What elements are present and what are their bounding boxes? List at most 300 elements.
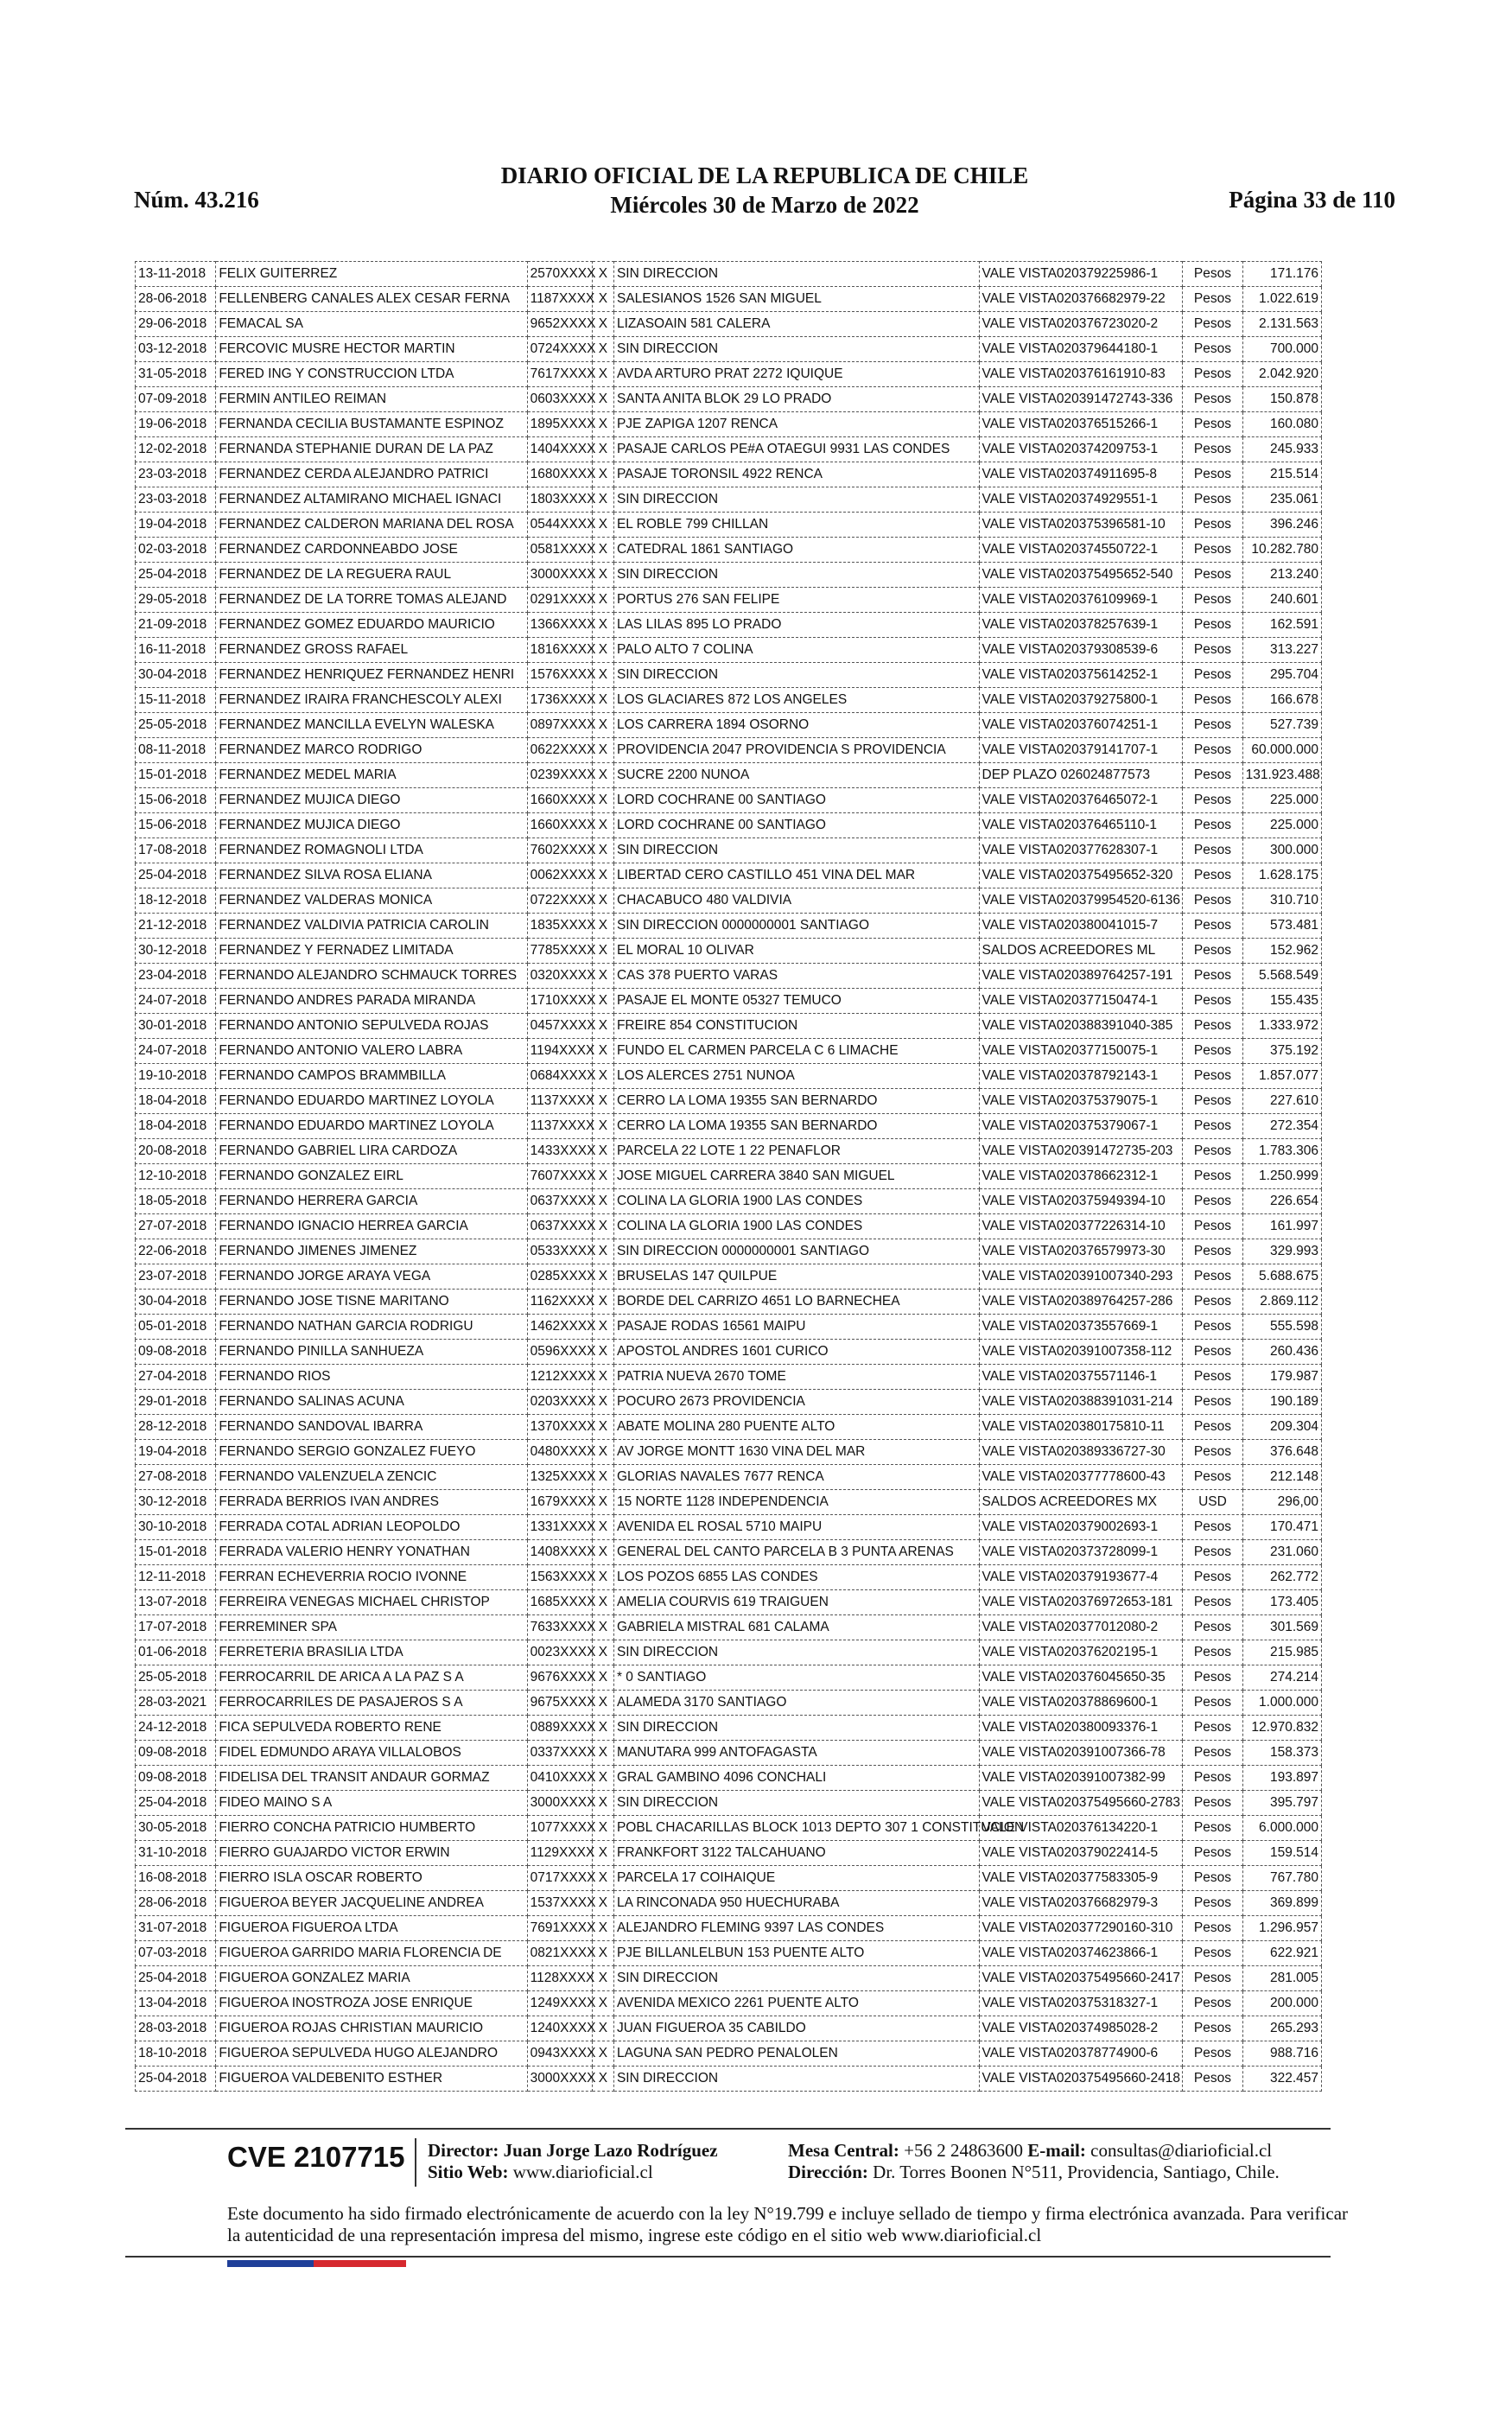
row-name: FERNANDO JOSE TISNE MARITANO	[216, 1290, 527, 1315]
row-name: FERNANDO ANDRES PARADA MIRANDA	[216, 989, 527, 1014]
row-address: LORD COCHRANE 00 SANTIAGO	[613, 813, 979, 838]
row-address: AVDA ARTURO PRAT 2272 IQUIQUE	[613, 362, 979, 387]
row-date: 12-10-2018	[136, 1164, 216, 1189]
row-name: FERRAN ECHEVERRIA ROCIO IVONNE	[216, 1565, 527, 1590]
row-rut: 0684XXXX	[527, 1064, 592, 1089]
row-rut: 0023XXXX	[527, 1640, 592, 1665]
row-date: 28-06-2018	[136, 287, 216, 312]
row-date: 15-01-2018	[136, 763, 216, 788]
row-currency: Pesos	[1183, 2067, 1242, 2092]
row-mark: X	[592, 487, 613, 513]
table-row	[136, 487, 1322, 513]
row-name: FERNANDO JORGE ARAYA VEGA	[216, 1264, 527, 1290]
row-date: 28-03-2021	[136, 1691, 216, 1716]
row-document: VALE VISTA020388391040-385	[979, 1014, 1183, 1039]
row-amount: 988.716	[1242, 2041, 1321, 2067]
row-name: FERNANDO PINILLA SANHUEZA	[216, 1340, 527, 1365]
row-name: FERNANDO HERRERA GARCIA	[216, 1189, 527, 1214]
row-rut: 0285XXXX	[527, 1264, 592, 1290]
row-amount: 1.333.972	[1242, 1014, 1321, 1039]
table-row	[136, 513, 1322, 538]
row-document: VALE VISTA020376723020-2	[979, 312, 1183, 337]
row-name: FERNANDO RIOS	[216, 1365, 527, 1390]
row-mark: X	[592, 1089, 613, 1114]
row-document: VALE VISTA020380175810-11	[979, 1415, 1183, 1440]
row-currency: Pesos	[1183, 1615, 1242, 1640]
row-currency: Pesos	[1183, 888, 1242, 914]
row-address: GLORIAS NAVALES 7677 RENCA	[613, 1465, 979, 1490]
row-amount: 274.214	[1242, 1665, 1321, 1691]
table-row	[136, 1766, 1322, 1791]
row-address: SIN DIRECCION	[613, 563, 979, 588]
row-amount: 162.591	[1242, 613, 1321, 638]
table-row	[136, 939, 1322, 964]
row-date: 19-04-2018	[136, 513, 216, 538]
row-document: VALE VISTA020378662312-1	[979, 1164, 1183, 1189]
row-currency: Pesos	[1183, 1114, 1242, 1139]
flag-stripe-blue	[227, 2260, 314, 2267]
row-address: PORTUS 276 SAN FELIPE	[613, 588, 979, 613]
table-row	[136, 1365, 1322, 1390]
row-document: VALE VISTA020374911695-8	[979, 462, 1183, 487]
row-mark: X	[592, 1540, 613, 1565]
email-link[interactable]: consultas@diarioficial.cl	[1090, 2140, 1273, 2161]
row-amount: 300.000	[1242, 838, 1321, 863]
table-row	[136, 1089, 1322, 1114]
row-address: AVENIDA EL ROSAL 5710 MAIPU	[613, 1515, 979, 1540]
row-document: VALE VISTA020379275800-1	[979, 688, 1183, 713]
row-date: 19-06-2018	[136, 412, 216, 437]
row-document: VALE VISTA020391472743-336	[979, 387, 1183, 412]
row-date: 23-04-2018	[136, 964, 216, 989]
row-document: VALE VISTA020374985028-2	[979, 2016, 1183, 2041]
row-name: FERNANDEZ MEDEL MARIA	[216, 763, 527, 788]
row-rut: 3000XXXX	[527, 2067, 592, 2092]
row-amount: 296,00	[1242, 1490, 1321, 1515]
row-date: 01-06-2018	[136, 1640, 216, 1665]
row-address: LOS CARRERA 1894 OSORNO	[613, 713, 979, 738]
row-address: SIN DIRECCION 0000000001 SANTIAGO	[613, 1239, 979, 1264]
row-date: 13-07-2018	[136, 1590, 216, 1615]
row-amount: 160.080	[1242, 412, 1321, 437]
row-date: 30-04-2018	[136, 663, 216, 688]
row-amount: 166.678	[1242, 688, 1321, 713]
row-date: 20-08-2018	[136, 1139, 216, 1164]
row-mark: X	[592, 1014, 613, 1039]
row-rut: 1137XXXX	[527, 1089, 592, 1114]
row-address: * 0 SANTIAGO	[613, 1665, 979, 1691]
row-currency: Pesos	[1183, 1966, 1242, 1991]
row-name: FERNANDEZ CERDA ALEJANDRO PATRICI	[216, 462, 527, 487]
row-mark: X	[592, 888, 613, 914]
row-rut: 1128XXXX	[527, 1966, 592, 1991]
row-rut: 7607XXXX	[527, 1164, 592, 1189]
table-row	[136, 1891, 1322, 1916]
row-date: 17-07-2018	[136, 1615, 216, 1640]
row-name: FERREMINER SPA	[216, 1615, 527, 1640]
row-amount: 375.192	[1242, 1039, 1321, 1064]
row-date: 25-04-2018	[136, 1966, 216, 1991]
row-amount: 313.227	[1242, 638, 1321, 663]
row-date: 25-04-2018	[136, 563, 216, 588]
row-rut: 9676XXXX	[527, 1665, 592, 1691]
masthead	[134, 161, 1395, 220]
row-currency: Pesos	[1183, 2016, 1242, 2041]
table-row	[136, 1315, 1322, 1340]
row-mark: X	[592, 337, 613, 362]
row-date: 18-12-2018	[136, 888, 216, 914]
footer-director-block	[428, 2140, 718, 2183]
row-address: SIN DIRECCION	[613, 337, 979, 362]
row-currency: Pesos	[1183, 1415, 1242, 1440]
row-rut: 1660XXXX	[527, 788, 592, 813]
row-date: 29-01-2018	[136, 1390, 216, 1415]
row-address: PASAJE TORONSIL 4922 RENCA	[613, 462, 979, 487]
row-name: FERNANDO GONZALEZ EIRL	[216, 1164, 527, 1189]
table-row	[136, 2016, 1322, 2041]
row-currency: Pesos	[1183, 287, 1242, 312]
row-rut: 1537XXXX	[527, 1891, 592, 1916]
table-row	[136, 1966, 1322, 1991]
director-name: Juan Jorge Lazo Rodríguez	[503, 2140, 718, 2161]
row-amount: 322.457	[1242, 2067, 1321, 2092]
row-address: SIN DIRECCION 0000000001 SANTIAGO	[613, 914, 979, 939]
row-currency: Pesos	[1183, 1214, 1242, 1239]
table-row	[136, 1640, 1322, 1665]
row-date: 30-01-2018	[136, 1014, 216, 1039]
records-table-body	[136, 262, 1322, 2092]
table-row	[136, 1264, 1322, 1290]
site-label: Sitio Web:	[428, 2162, 509, 2182]
row-date: 23-03-2018	[136, 487, 216, 513]
row-address: SALESIANOS 1526 SAN MIGUEL	[613, 287, 979, 312]
row-currency: Pesos	[1183, 1716, 1242, 1741]
row-amount: 767.780	[1242, 1866, 1321, 1891]
row-rut: 7617XXXX	[527, 362, 592, 387]
row-document: VALE VISTA020374550722-1	[979, 538, 1183, 563]
row-amount: 281.005	[1242, 1966, 1321, 1991]
row-mark: X	[592, 1264, 613, 1290]
row-document: SALDOS ACREEDORES MX	[979, 1490, 1183, 1515]
row-address: PJE ZAPIGA 1207 RENCA	[613, 412, 979, 437]
row-amount: 193.897	[1242, 1766, 1321, 1791]
row-address: PASAJE RODAS 16561 MAIPU	[613, 1315, 979, 1340]
row-mark: X	[592, 1791, 613, 1816]
row-document: VALE VISTA020379022414-5	[979, 1841, 1183, 1866]
table-row	[136, 888, 1322, 914]
row-currency: Pesos	[1183, 1766, 1242, 1791]
row-amount: 573.481	[1242, 914, 1321, 939]
row-address: EL MORAL 10 OLIVAR	[613, 939, 979, 964]
row-rut: 1660XXXX	[527, 813, 592, 838]
row-name: FERNANDEZ CARDONNEABDO JOSE	[216, 538, 527, 563]
row-name: FERNANDO EDUARDO MARTINEZ LOYOLA	[216, 1114, 527, 1139]
row-address: JOSE MIGUEL CARRERA 3840 SAN MIGUEL	[613, 1164, 979, 1189]
row-rut: 1433XXXX	[527, 1139, 592, 1164]
row-currency: Pesos	[1183, 1089, 1242, 1114]
row-date: 31-05-2018	[136, 362, 216, 387]
row-mark: X	[592, 588, 613, 613]
row-mark: X	[592, 1415, 613, 1440]
row-amount: 235.061	[1242, 487, 1321, 513]
table-row	[136, 1064, 1322, 1089]
row-rut: 1137XXXX	[527, 1114, 592, 1139]
row-address: POBL CHACARILLAS BLOCK 1013 DEPTO 307 1 CONSTITUCION	[613, 1816, 979, 1841]
row-amount: 170.471	[1242, 1515, 1321, 1540]
row-address: LOS POZOS 6855 LAS CONDES	[613, 1565, 979, 1590]
row-mark: X	[592, 1866, 613, 1891]
row-rut: 7602XXXX	[527, 838, 592, 863]
table-row	[136, 1991, 1322, 2016]
row-mark: X	[592, 1515, 613, 1540]
row-mark: X	[592, 1365, 613, 1390]
row-document: VALE VISTA020391007366-78	[979, 1741, 1183, 1766]
row-amount: 12.970.832	[1242, 1716, 1321, 1741]
row-date: 27-08-2018	[136, 1465, 216, 1490]
row-currency: Pesos	[1183, 1590, 1242, 1615]
row-name: FIGUEROA ROJAS CHRISTIAN MAURICIO	[216, 2016, 527, 2041]
row-mark: X	[592, 1941, 613, 1966]
row-date: 30-10-2018	[136, 1515, 216, 1540]
row-rut: 0889XXXX	[527, 1716, 592, 1741]
row-rut: 0821XXXX	[527, 1941, 592, 1966]
row-mark: X	[592, 763, 613, 788]
row-mark: X	[592, 1816, 613, 1841]
records-table	[135, 261, 1322, 2092]
row-currency: Pesos	[1183, 863, 1242, 888]
row-name: FERNANDEZ ROMAGNOLI LTDA	[216, 838, 527, 863]
row-name: FERCOVIC MUSRE HECTOR MARTIN	[216, 337, 527, 362]
row-currency: Pesos	[1183, 813, 1242, 838]
row-name: FERNANDO ANTONIO VALERO LABRA	[216, 1039, 527, 1064]
row-currency: Pesos	[1183, 1816, 1242, 1841]
row-mark: X	[592, 1741, 613, 1766]
row-mark: X	[592, 663, 613, 688]
row-amount: 265.293	[1242, 2016, 1321, 2041]
row-document: VALE VISTA020376465110-1	[979, 813, 1183, 838]
row-currency: Pesos	[1183, 1039, 1242, 1064]
row-date: 25-04-2018	[136, 1791, 216, 1816]
row-amount: 1.250.999	[1242, 1164, 1321, 1189]
row-name: FIDEL EDMUNDO ARAYA VILLALOBOS	[216, 1741, 527, 1766]
row-name: FERNANDO EDUARDO MARTINEZ LOYOLA	[216, 1089, 527, 1114]
row-document: VALE VISTA020376109969-1	[979, 588, 1183, 613]
row-name: FELIX GUITERREZ	[216, 262, 527, 287]
row-mark: X	[592, 1966, 613, 1991]
table-row	[136, 1290, 1322, 1315]
row-name: FERNANDEZ IRAIRA FRANCHESCOLY ALEXI	[216, 688, 527, 713]
row-currency: Pesos	[1183, 1390, 1242, 1415]
row-amount: 212.148	[1242, 1465, 1321, 1490]
row-mark: X	[592, 437, 613, 462]
row-date: 16-11-2018	[136, 638, 216, 663]
row-date: 31-10-2018	[136, 1841, 216, 1866]
row-rut: 1325XXXX	[527, 1465, 592, 1490]
row-date: 19-10-2018	[136, 1064, 216, 1089]
row-mark: X	[592, 964, 613, 989]
row-rut: 1710XXXX	[527, 989, 592, 1014]
row-address: SIN DIRECCION	[613, 838, 979, 863]
row-name: FERNANDEZ HENRIQUEZ FERNANDEZ HENRI	[216, 663, 527, 688]
row-rut: 7633XXXX	[527, 1615, 592, 1640]
row-mark: X	[592, 2016, 613, 2041]
table-row	[136, 713, 1322, 738]
row-currency: Pesos	[1183, 713, 1242, 738]
row-rut: 1249XXXX	[527, 1991, 592, 2016]
row-document: VALE VISTA020375495660-2783	[979, 1791, 1183, 1816]
row-amount: 5.568.549	[1242, 964, 1321, 989]
row-address: PARCELA 22 LOTE 1 22 PENAFLOR	[613, 1139, 979, 1164]
row-currency: Pesos	[1183, 688, 1242, 713]
row-date: 08-11-2018	[136, 738, 216, 763]
row-currency: Pesos	[1183, 1315, 1242, 1340]
row-currency: Pesos	[1183, 1866, 1242, 1891]
row-name: FIERRO ISLA OSCAR ROBERTO	[216, 1866, 527, 1891]
row-rut: 7691XXXX	[527, 1916, 592, 1941]
row-date: 13-11-2018	[136, 262, 216, 287]
table-row	[136, 1340, 1322, 1365]
row-address: SIN DIRECCION	[613, 663, 979, 688]
row-mark: X	[592, 813, 613, 838]
row-date: 17-08-2018	[136, 838, 216, 863]
table-row	[136, 1239, 1322, 1264]
row-mark: X	[592, 1766, 613, 1791]
row-name: FERROCARRILES DE PASAJEROS S A	[216, 1691, 527, 1716]
row-document: VALE VISTA020377150474-1	[979, 989, 1183, 1014]
row-name: FERNANDEZ GOMEZ EDUARDO MAURICIO	[216, 613, 527, 638]
row-document: VALE VISTA020374929551-1	[979, 487, 1183, 513]
row-address: PARCELA 17 COIHAIQUE	[613, 1866, 979, 1891]
row-mark: X	[592, 287, 613, 312]
row-document: VALE VISTA020376682979-3	[979, 1891, 1183, 1916]
row-document: VALE VISTA020380041015-7	[979, 914, 1183, 939]
row-currency: Pesos	[1183, 663, 1242, 688]
row-currency: Pesos	[1183, 412, 1242, 437]
row-currency: Pesos	[1183, 1540, 1242, 1565]
row-address: LOS GLACIARES 872 LOS ANGELES	[613, 688, 979, 713]
row-rut: 9652XXXX	[527, 312, 592, 337]
row-rut: 7785XXXX	[527, 939, 592, 964]
row-address: APOSTOL ANDRES 1601 CURICO	[613, 1340, 979, 1365]
row-document: VALE VISTA020376579973-30	[979, 1239, 1183, 1264]
footer-contact-block	[788, 2140, 1280, 2183]
table-row	[136, 638, 1322, 663]
row-document: DEP PLAZO 026024877573	[979, 763, 1183, 788]
row-mark: X	[592, 1991, 613, 2016]
site-link[interactable]: www.diarioficial.cl	[512, 2162, 653, 2182]
row-amount: 1.783.306	[1242, 1139, 1321, 1164]
row-name: FERNANDO NATHAN GARCIA RODRIGU	[216, 1315, 527, 1340]
row-rut: 1563XXXX	[527, 1565, 592, 1590]
table-row	[136, 337, 1322, 362]
table-row	[136, 613, 1322, 638]
row-amount: 190.189	[1242, 1390, 1321, 1415]
row-currency: Pesos	[1183, 1239, 1242, 1264]
row-name: FERREIRA VENEGAS MICHAEL CHRISTOP	[216, 1590, 527, 1615]
row-date: 24-07-2018	[136, 1039, 216, 1064]
row-date: 18-04-2018	[136, 1114, 216, 1139]
row-date: 18-04-2018	[136, 1089, 216, 1114]
row-amount: 2.869.112	[1242, 1290, 1321, 1315]
row-mark: X	[592, 1290, 613, 1315]
row-document: VALE VISTA020377290160-310	[979, 1916, 1183, 1941]
director-label: Director:	[428, 2140, 499, 2161]
row-currency: Pesos	[1183, 312, 1242, 337]
row-rut: 2570XXXX	[527, 262, 592, 287]
row-name: FERNANDEZ GROSS RAFAEL	[216, 638, 527, 663]
row-currency: Pesos	[1183, 1164, 1242, 1189]
row-date: 15-06-2018	[136, 813, 216, 838]
row-name: FICA SEPULVEDA ROBERTO RENE	[216, 1716, 527, 1741]
row-date: 29-06-2018	[136, 312, 216, 337]
row-date: 27-04-2018	[136, 1365, 216, 1390]
row-amount: 173.405	[1242, 1590, 1321, 1615]
row-amount: 272.354	[1242, 1114, 1321, 1139]
row-mark: X	[592, 1716, 613, 1741]
row-name: FERROCARRIL DE ARICA A LA PAZ S A	[216, 1665, 527, 1691]
row-name: FERNANDEZ CALDERON MARIANA DEL ROSA	[216, 513, 527, 538]
row-amount: 171.176	[1242, 262, 1321, 287]
table-row	[136, 1515, 1322, 1540]
row-currency: Pesos	[1183, 1189, 1242, 1214]
row-date: 15-11-2018	[136, 688, 216, 713]
row-rut: 0637XXXX	[527, 1189, 592, 1214]
row-amount: 260.436	[1242, 1340, 1321, 1365]
row-date: 15-01-2018	[136, 1540, 216, 1565]
row-address: LA RINCONADA 950 HUECHURABA	[613, 1891, 979, 1916]
row-mark: X	[592, 462, 613, 487]
row-date: 30-05-2018	[136, 1816, 216, 1841]
row-amount: 555.598	[1242, 1315, 1321, 1340]
table-row	[136, 1490, 1322, 1515]
row-name: FERRADA BERRIOS IVAN ANDRES	[216, 1490, 527, 1515]
table-row	[136, 563, 1322, 588]
row-address: POCURO 2673 PROVIDENCIA	[613, 1390, 979, 1415]
footer-divider	[125, 2128, 1331, 2130]
row-rut: 1408XXXX	[527, 1540, 592, 1565]
row-name: FERRADA COTAL ADRIAN LEOPOLDO	[216, 1515, 527, 1540]
row-name: FERNANDA CECILIA BUSTAMANTE ESPINOZ	[216, 412, 527, 437]
table-row	[136, 462, 1322, 487]
row-name: FERNANDEZ DE LA REGUERA RAUL	[216, 563, 527, 588]
row-amount: 1.000.000	[1242, 1691, 1321, 1716]
row-mark: X	[592, 613, 613, 638]
row-mark: X	[592, 1916, 613, 1941]
row-rut: 1679XXXX	[527, 1490, 592, 1515]
row-name: FERED ING Y CONSTRUCCION LTDA	[216, 362, 527, 387]
row-amount: 10.282.780	[1242, 538, 1321, 563]
row-rut: 0457XXXX	[527, 1014, 592, 1039]
row-address: LAGUNA SAN PEDRO PENALOLEN	[613, 2041, 979, 2067]
table-row	[136, 663, 1322, 688]
row-rut: 1404XXXX	[527, 437, 592, 462]
row-rut: 1366XXXX	[527, 613, 592, 638]
row-address: ALAMEDA 3170 SANTIAGO	[613, 1691, 979, 1716]
row-address: ABATE MOLINA 280 PUENTE ALTO	[613, 1415, 979, 1440]
row-mark: X	[592, 1841, 613, 1866]
row-date: 25-04-2018	[136, 863, 216, 888]
row-document: VALE VISTA020376465072-1	[979, 788, 1183, 813]
row-date: 07-09-2018	[136, 387, 216, 412]
row-mark: X	[592, 1440, 613, 1465]
table-row	[136, 362, 1322, 387]
row-mark: X	[592, 1064, 613, 1089]
row-currency: Pesos	[1183, 1691, 1242, 1716]
row-amount: 213.240	[1242, 563, 1321, 588]
mesa-phone: +56 2 24863600	[904, 2140, 1023, 2161]
table-row	[136, 1415, 1322, 1440]
row-mark: X	[592, 262, 613, 287]
